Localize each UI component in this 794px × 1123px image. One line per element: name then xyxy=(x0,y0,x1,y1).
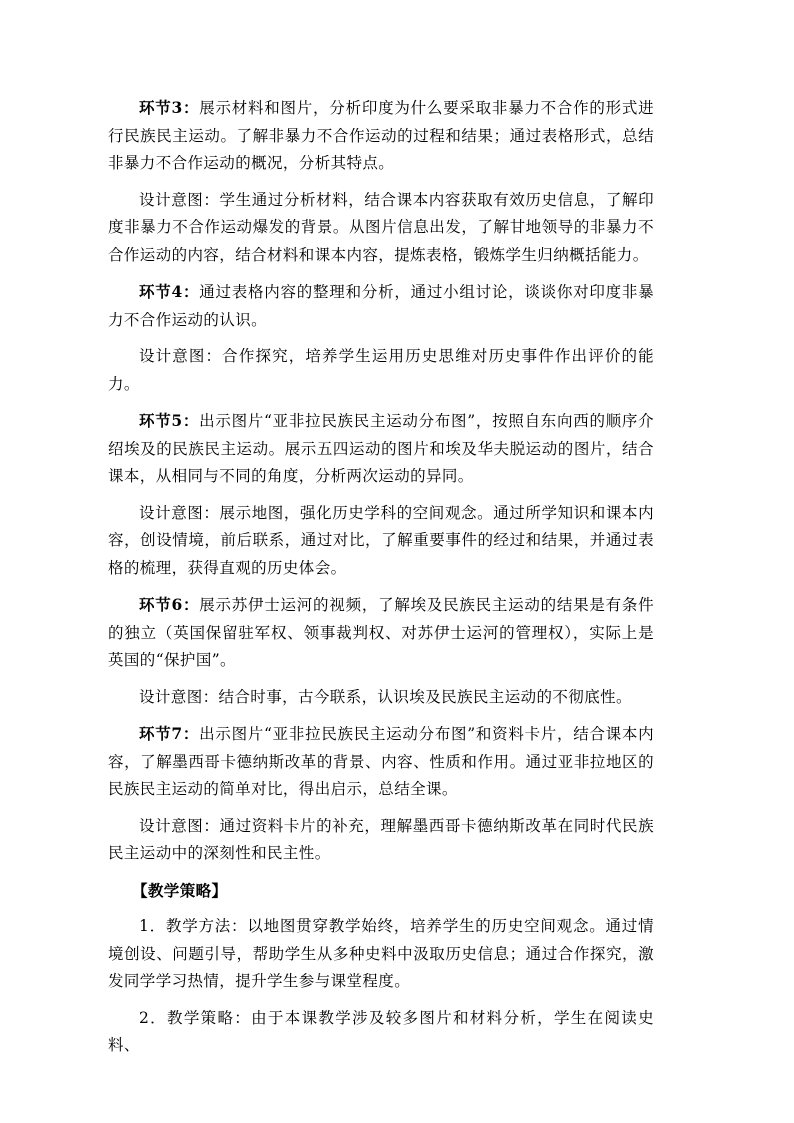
paragraph-design-intent-7 xyxy=(108,813,654,868)
step-label: 环节5： xyxy=(139,411,200,430)
paragraph-step-7 xyxy=(108,720,654,804)
paragraph-text: 设计意图：学生通过分析材料，结合课本内容获取有效历史信息，了解印度非暴力不合作运动爆发的背景。从图片信息出发，了解甘地领导的非暴力不合作运动的内容，结合材料和课本内容，提炼表格，锻炼学生归纳概括能力。 xyxy=(108,190,654,264)
paragraph-text: 设计意图：通过资料卡片的补充，理解墨西哥卡德纳斯改革在同时代民族民主运动中的深刻性和民主性。 xyxy=(108,816,654,862)
paragraph-text: 通过表格内容的整理和分析，通过小组讨论，谈谈你对印度非暴力不合作运动的认识。 xyxy=(108,283,654,329)
paragraph-step-3 xyxy=(108,94,654,178)
paragraph-text: 展示苏伊士运河的视频，了解埃及民族民主运动的结果是有条件的独立（英国保留驻军权、领事裁判权、对苏伊士运河的管理权），实际上是英国的“保护国”。 xyxy=(108,596,654,669)
paragraph-text: 设计意图：结合时事，古今联系，认识埃及民族民主运动的不彻底性。 xyxy=(139,687,632,706)
strategy-item-1 xyxy=(108,913,654,996)
paragraph-design-intent-4 xyxy=(108,343,654,398)
paragraph-design-intent-5 xyxy=(108,500,654,583)
paragraph-step-5 xyxy=(108,407,654,491)
paragraph-text: 2．教学策略：由于本课教学涉及较多图片和材料分析，学生在阅读史料、 xyxy=(108,1008,654,1054)
section-heading-teaching-strategy: 【教学策略】 xyxy=(132,880,228,900)
paragraph-text: 设计意图：合作探究，培养学生运用历史思维对历史事件作出评价的能力。 xyxy=(108,347,654,393)
paragraph-step-6 xyxy=(108,591,654,675)
paragraph-text: 展示材料和图片，分析印度为什么要采取非暴力不合作的形式进行民族民主运动。了解非暴力不合作运动的过程和结果；通过表格形式，总结非暴力不合作运动的概况，分析其特点。 xyxy=(108,99,654,172)
strategy-item-2 xyxy=(108,1005,654,1060)
paragraph-design-intent-6 xyxy=(108,684,654,712)
step-label: 环节6： xyxy=(139,595,200,614)
paragraph-step-4 xyxy=(108,278,654,334)
step-label: 环节3： xyxy=(139,98,200,117)
step-label: 环节4： xyxy=(139,282,200,301)
paragraph-text: 1．教学方法：以地图贯穿教学始终，培养学生的历史空间观念。通过情境创设、问题引导，帮助学生从多种史料中汲取历史信息；通过合作探究，激发同学学习热情，提升学生参与课堂程度。 xyxy=(108,917,654,990)
step-label: 环节7： xyxy=(139,724,200,743)
paragraph-text: 出示图片“亚非拉民族民主运动分布图”和资料卡片，结合课本内容，了解墨西哥卡德纳斯改革的背景、内容、性质和作用。通过亚非拉地区的民族民主运动的简单对比，得出启示，总结全课。 xyxy=(108,725,654,798)
paragraph-design-intent-3 xyxy=(108,187,654,270)
paragraph-text: 设计意图：展示地图，强化历史学科的空间观念。通过所学知识和课本内容，创设情境，前后联系，通过对比，了解重要事件的经过和结果，并通过表格的梳理，获得直观的历史体会。 xyxy=(108,503,654,577)
paragraph-text: 出示图片“亚非拉民族民主运动分布图”，按照自东向西的顺序介绍埃及的民族民主运动。展示五四运动的图片和埃及华夫脱运动的图片，结合课本，从相同与不同的角度，分析两次运动的异同。 xyxy=(108,412,654,485)
